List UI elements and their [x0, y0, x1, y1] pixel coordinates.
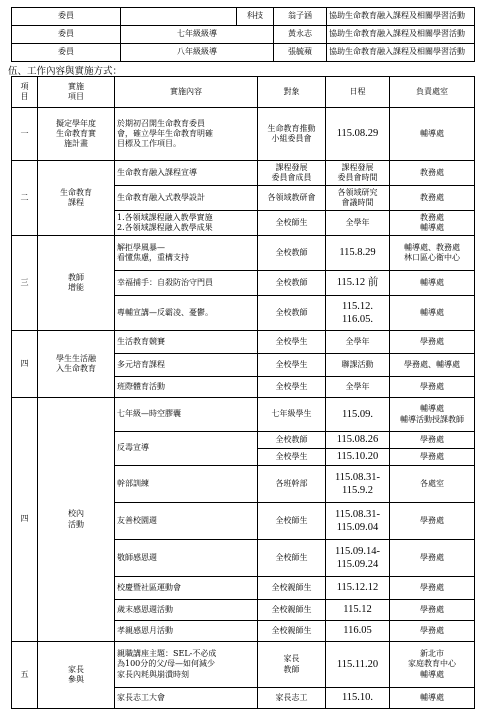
- target-cell: 全校師生: [258, 540, 326, 577]
- office-cell: 學務處: [390, 432, 475, 449]
- target-cell: 課程發展 委員會成員: [258, 161, 326, 186]
- date-cell: 115.12 前: [326, 271, 390, 296]
- project-name: 校內 活動: [38, 398, 115, 642]
- target-cell: 七年級學生: [258, 398, 326, 432]
- member-name: 張毓蘋: [274, 44, 327, 62]
- date-cell: 116.05: [326, 621, 390, 642]
- content-cell: 友善校園週: [115, 503, 258, 540]
- office-cell: 教務處 輔導處: [390, 211, 475, 236]
- plan-row: [12, 642, 475, 688]
- date-cell: 115.12: [326, 600, 390, 621]
- project-name: 教師 增能: [38, 236, 115, 331]
- date-cell: 115.08.31- 115.9.2: [326, 466, 390, 503]
- project-name: 家長 參與: [38, 642, 115, 709]
- date-cell: 115.08.29: [326, 108, 390, 161]
- target-cell: 各領域教研會: [258, 186, 326, 211]
- content-cell: 親職講座主題：SEL-不必成 為100分的父/母—如何減少 家長內耗與崩潰時刻: [115, 642, 258, 688]
- content-cell: 解拒學風暴— 看懂焦慮，重構支持: [115, 236, 258, 271]
- target-cell: 全校教師: [258, 271, 326, 296]
- target-cell: 全校學生: [258, 331, 326, 354]
- date-cell: 115.10.: [326, 688, 390, 709]
- work-plan-table: [11, 76, 475, 709]
- office-cell: 教務處: [390, 161, 475, 186]
- office-cell: 學務處: [390, 621, 475, 642]
- content-cell: 班際體育活動: [115, 377, 258, 398]
- date-cell: 115.09.: [326, 398, 390, 432]
- member-row: [12, 8, 475, 26]
- target-cell: 全校親師生: [258, 621, 326, 642]
- content-cell: 生活教育競賽: [115, 331, 258, 354]
- date-cell: 全學年: [326, 377, 390, 398]
- target-cell: 全校學生: [258, 449, 326, 466]
- office-cell: 輔導處: [390, 688, 475, 709]
- office-cell: 教務處: [390, 186, 475, 211]
- target-cell: 全校師生: [258, 211, 326, 236]
- member-row: [12, 26, 475, 44]
- member-duty: 協助生命教育融入課程及相關學習活動: [327, 8, 475, 26]
- content-cell: 多元培育課程: [115, 354, 258, 377]
- content-cell: 生命教育融入式教學設計: [115, 186, 258, 211]
- target-cell: 全校親師生: [258, 577, 326, 600]
- member-unit: 科技: [237, 8, 274, 26]
- project-name: 生命教育 課程: [38, 161, 115, 236]
- office-cell: 輔導處 輔導活動授課教師: [390, 398, 475, 432]
- date-cell: 全學年: [326, 331, 390, 354]
- office-cell: 輔導處: [390, 108, 475, 161]
- content-cell: 專輔宣講—反霸凌、憂鬱。: [115, 296, 258, 331]
- date-cell: 聯課活動: [326, 354, 390, 377]
- target-cell: 全校親師生: [258, 600, 326, 621]
- section-title: 伍、工作內容與實施方式：: [8, 66, 123, 77]
- target-cell: 生命教育推動 小組委員會: [258, 108, 326, 161]
- header-content: 實施內容: [115, 77, 258, 108]
- date-cell: 115.12. 116.05.: [326, 296, 390, 331]
- target-cell: 全校教師: [258, 236, 326, 271]
- date-cell: 115.08.26: [326, 432, 390, 449]
- content-cell: 歲末感恩週活動: [115, 600, 258, 621]
- office-cell: 學務處、輔導處: [390, 354, 475, 377]
- target-cell: 家長 教師: [258, 642, 326, 688]
- content-cell: 幸福捕手：自殺防治守門員: [115, 271, 258, 296]
- target-cell: 全校學生: [258, 377, 326, 398]
- content-cell: 生命教育融入課程宣導: [115, 161, 258, 186]
- member-role: 委員: [12, 44, 121, 62]
- member-row: [12, 44, 475, 62]
- member-blank: [121, 8, 237, 26]
- date-cell: 115.12.12: [326, 577, 390, 600]
- office-cell: 輔導處: [390, 271, 475, 296]
- content-cell: 幹部訓練: [115, 466, 258, 503]
- office-cell: 學務處: [390, 449, 475, 466]
- plan-row: [12, 236, 475, 271]
- member-role: 委員: [12, 26, 121, 44]
- office-cell: 輔導處、教務處 林口區心衛中心: [390, 236, 475, 271]
- item-number: 五: [12, 642, 38, 709]
- office-cell: 各處室: [390, 466, 475, 503]
- office-cell: 學務處: [390, 600, 475, 621]
- office-cell: 學務處: [390, 577, 475, 600]
- date-cell: 課程發展 委員會時間: [326, 161, 390, 186]
- member-role: 委員: [12, 8, 121, 26]
- date-cell: 115.08.31- 115.09.04: [326, 503, 390, 540]
- project-name: 學生生活融 入生命教育: [38, 331, 115, 398]
- office-cell: 學務處: [390, 540, 475, 577]
- committee-members-table: [11, 7, 475, 62]
- member-unit: 八年級級導: [121, 44, 274, 62]
- content-cell: 1.各領域課程融入教學實施 2.各領域課程融入教學成果: [115, 211, 258, 236]
- header-date: 日程: [326, 77, 390, 108]
- date-cell: 各領域研究 會議時間: [326, 186, 390, 211]
- member-name: 翁子涵: [274, 8, 327, 26]
- header-item: 項 目: [12, 77, 38, 108]
- content-cell: 於期初召開生命教育委員 會，確立學年生命教育明確 目標及工作項目。: [115, 108, 258, 161]
- target-cell: 全校學生: [258, 354, 326, 377]
- project-name: 擬定學年度 生命教育實 施計畫: [38, 108, 115, 161]
- target-cell: 家長志工: [258, 688, 326, 709]
- target-cell: 各班幹部: [258, 466, 326, 503]
- content-cell: 敬師感恩週: [115, 540, 258, 577]
- plan-row: [12, 161, 475, 186]
- office-cell: 新北市 家庭教育中心 輔導處: [390, 642, 475, 688]
- date-cell: 全學年: [326, 211, 390, 236]
- item-number: 四: [12, 331, 38, 398]
- content-cell: 家長志工大會: [115, 688, 258, 709]
- target-cell: 全校教師: [258, 432, 326, 449]
- item-number: 四: [12, 398, 38, 642]
- header-target: 對象: [258, 77, 326, 108]
- header-row: [12, 77, 475, 108]
- office-cell: 學務處: [390, 331, 475, 354]
- date-cell: 115.10.20: [326, 449, 390, 466]
- plan-row: [12, 398, 475, 432]
- item-number: 二: [12, 161, 38, 236]
- header-office: 負責處室: [390, 77, 475, 108]
- date-cell: 115.8.29: [326, 236, 390, 271]
- target-cell: 全校教師: [258, 296, 326, 331]
- content-cell: 七年級—時空膠囊: [115, 398, 258, 432]
- content-cell: 反毒宣導: [115, 432, 258, 466]
- office-cell: 學務處: [390, 503, 475, 540]
- office-cell: 輔導處: [390, 296, 475, 331]
- member-unit: 七年級級導: [121, 26, 274, 44]
- target-cell: 全校師生: [258, 503, 326, 540]
- item-number: 三: [12, 236, 38, 331]
- member-duty: 協助生命教育融入課程及相關學習活動: [327, 26, 475, 44]
- member-name: 黃永志: [274, 26, 327, 44]
- content-cell: 校慶暨社區運動會: [115, 577, 258, 600]
- plan-row: [12, 331, 475, 354]
- item-number: 一: [12, 108, 38, 161]
- content-cell: 孝親感恩月活動: [115, 621, 258, 642]
- plan-row: [12, 108, 475, 161]
- date-cell: 115.11.20: [326, 642, 390, 688]
- office-cell: 學務處: [390, 377, 475, 398]
- header-project: 實施 項目: [38, 77, 115, 108]
- member-duty: 協助生命教育融入課程及相關學習活動: [327, 44, 475, 62]
- date-cell: 115.09.14- 115.09.24: [326, 540, 390, 577]
